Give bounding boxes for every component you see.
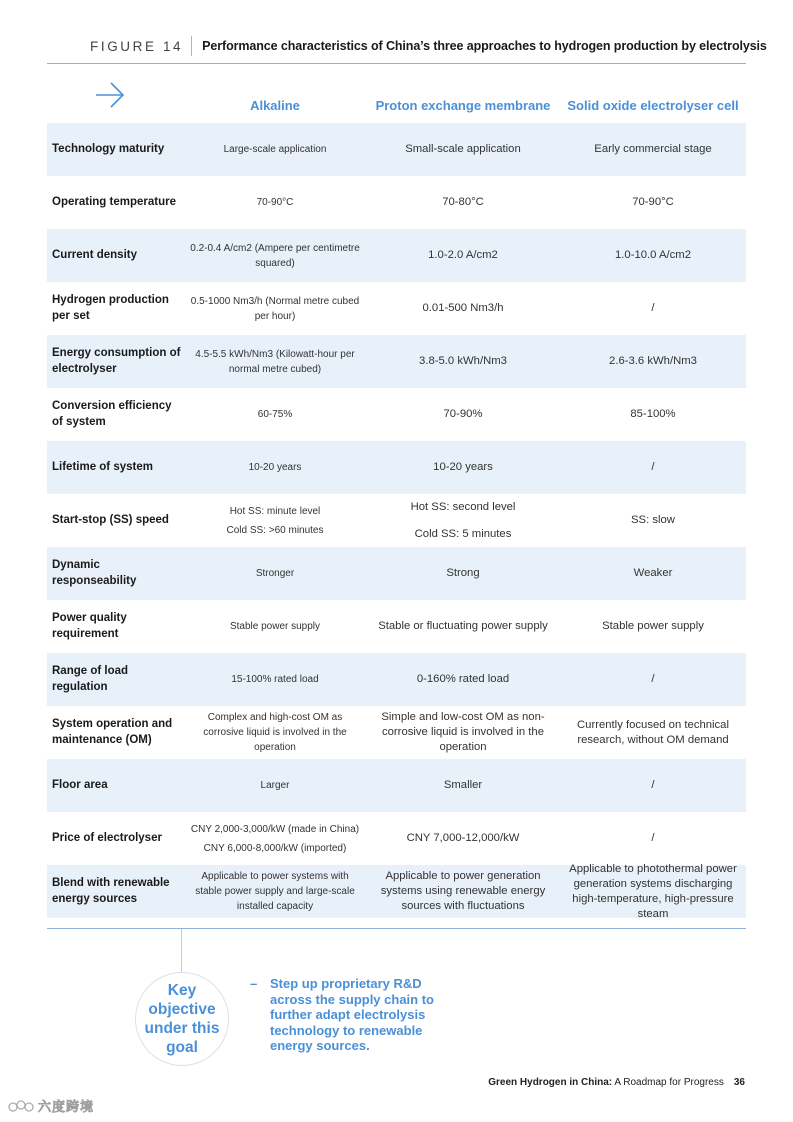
figure-title: Performance characteristics of China’s three approaches to hydrogen production by electrolysis [202, 39, 767, 53]
cell-alkaline: 0.2-0.4 A/cm2 (Ampere per centimetre squared) [190, 242, 360, 269]
row-label: Range of load regulation [52, 665, 129, 693]
row-label: Blend with renewable energy sources [52, 877, 170, 905]
cell-line: CNY 6,000-8,000/kW (imported) [203, 842, 347, 854]
cell-pem: CNY 7,000-12,000/kW [406, 832, 520, 844]
table-row [47, 494, 746, 547]
cell-pem: 0-160% rated load [416, 673, 510, 685]
cell-alkaline: 4.5-5.5 kWh/Nm3 (Kilowatt-hour per normal metre cubed) [195, 348, 355, 375]
row-label: Operating temperature [52, 195, 176, 208]
table-row [47, 335, 746, 388]
cell-alkaline: Large-scale application [223, 144, 327, 155]
cell-alkaline: 70-90°C [256, 197, 294, 208]
row-label: Technology maturity [52, 142, 165, 155]
cell-alkaline [184, 504, 366, 538]
cell-soec: / [651, 461, 655, 473]
table-row [47, 388, 746, 441]
row-label: System operation and maintenance (OM) [52, 718, 173, 746]
cell-soec: / [651, 673, 655, 685]
cell-alkaline: 60-75% [257, 409, 293, 420]
cell-pem: Stable or fluctuating power supply [378, 620, 548, 632]
cell-soec: 85-100% [630, 408, 676, 420]
objective-bullet: – [250, 976, 258, 991]
row-label: Dynamic responseability [52, 559, 137, 587]
top-rule [47, 63, 746, 64]
cell-pem: Simple and low-cost OM as non-corrosive liquid is involved in the operation [381, 711, 545, 753]
figure-label: FIGURE 14 [90, 38, 184, 54]
cell-alkaline: 15-100% rated load [231, 674, 319, 685]
cell-pem [366, 500, 560, 542]
bottom-rule [47, 928, 746, 929]
table-row [47, 600, 746, 653]
cell-alkaline: Complex and high-cost OM as corrosive liquid is involved in the operation [203, 712, 347, 753]
cell-pem: Small-scale application [405, 143, 521, 155]
cell-soec: 2.6-3.6 kWh/Nm3 [609, 355, 697, 367]
cell-soec: Weaker [633, 567, 673, 579]
cell-soec: / [651, 779, 655, 791]
watermark-text: 六度跨境 [38, 1099, 95, 1114]
table-row [47, 759, 746, 812]
table-row [47, 653, 746, 706]
row-label: Floor area [52, 778, 108, 791]
row-label: Energy consumption of electrolyser [52, 347, 181, 375]
cell-alkaline: Stronger [255, 568, 295, 579]
row-label: Conversion efficiency of system [52, 400, 172, 428]
row-label: Hydrogen production per set [52, 294, 169, 322]
cell-pem: Applicable to power generation systems using renewable energy sources with fluctuations [380, 870, 546, 912]
cell-line: Cold SS: 5 minutes [414, 527, 512, 540]
cell-pem: 0.01-500 Nm3/h [422, 302, 504, 314]
row-label: Price of electrolyser [52, 831, 162, 844]
cell-alkaline: Stable power supply [229, 621, 321, 632]
cell-pem: 3.8-5.0 kWh/Nm3 [419, 355, 507, 367]
cell-line: CNY 2,000-3,000/kW (made in China) [190, 823, 360, 835]
cell-pem: Smaller [443, 779, 483, 791]
cell-soec: SS: slow [631, 514, 675, 526]
table-row [47, 812, 746, 865]
cell-soec: / [651, 832, 655, 844]
cell-soec: Stable power supply [602, 620, 704, 632]
cell-soec: Early commercial stage [594, 143, 712, 155]
cell-soec: 1.0-10.0 A/cm2 [615, 249, 691, 261]
row-label: Lifetime of system [52, 460, 153, 473]
cell-alkaline: 0.5-1000 Nm3/h (Normal metre cubed per hour) [190, 295, 360, 322]
table-row [47, 706, 746, 759]
cell-line: Cold SS: >60 minutes [226, 524, 324, 536]
connector-line [181, 929, 182, 973]
table-row [47, 229, 746, 282]
row-label: Start-stop (SS) speed [52, 513, 169, 526]
arrow-right-icon [94, 80, 126, 110]
key-objective-label: Key objective under this goal [144, 982, 220, 1056]
column-header-soec: Solid oxide electrolyser cell [567, 98, 739, 113]
objective-text: Step up proprietary R&D across the supply chain to further adapt electrolysis technology to renewable energy sources. [270, 976, 434, 1053]
key-objective-circle [135, 972, 229, 1066]
watermark [8, 1096, 94, 1115]
column-header-pem: Proton exchange membrane [375, 98, 551, 113]
cell-soec: Currently focused on technical research, without OM demand [577, 718, 729, 746]
cell-alkaline [184, 822, 366, 856]
cell-pem: 10-20 years [433, 461, 493, 473]
table-row [47, 547, 746, 600]
table-row [47, 176, 746, 229]
table-row [47, 441, 746, 494]
header-divider [191, 36, 192, 56]
row-label: Power quality requirement [52, 612, 127, 640]
row-label: Current density [52, 248, 137, 261]
cell-pem: 1.0-2.0 A/cm2 [428, 249, 498, 261]
figure-header [90, 36, 767, 56]
cell-alkaline: Applicable to power systems with stable power supply and large-scale installed capacity [195, 871, 355, 912]
table-row [47, 862, 746, 920]
cell-alkaline: Larger [260, 780, 290, 791]
cell-pem: Strong [446, 567, 480, 579]
watermark-logo-icon [8, 1098, 34, 1114]
cell-soec: / [651, 302, 655, 314]
cell-line: Hot SS: second level [410, 500, 516, 513]
page-footer [488, 1077, 745, 1088]
table-row [47, 123, 746, 176]
publication-title: Green Hydrogen in China: [488, 1077, 613, 1088]
column-header-alkaline: Alkaline [250, 98, 300, 113]
cell-pem: 70-80°C [442, 196, 484, 208]
cell-alkaline: 10-20 years [248, 462, 302, 473]
cell-pem: 70-90% [443, 408, 483, 420]
cell-line: Hot SS: minute level [229, 505, 321, 517]
cell-soec: 70-90°C [632, 196, 674, 208]
comparison-table [47, 123, 746, 918]
table-row [47, 282, 746, 335]
cell-soec: Applicable to photothermal power generation systems discharging high-temperature, high-pressure steam [569, 862, 737, 920]
publication-subtitle: A Roadmap for Progress [612, 1077, 724, 1088]
page-number: 36 [733, 1077, 745, 1088]
